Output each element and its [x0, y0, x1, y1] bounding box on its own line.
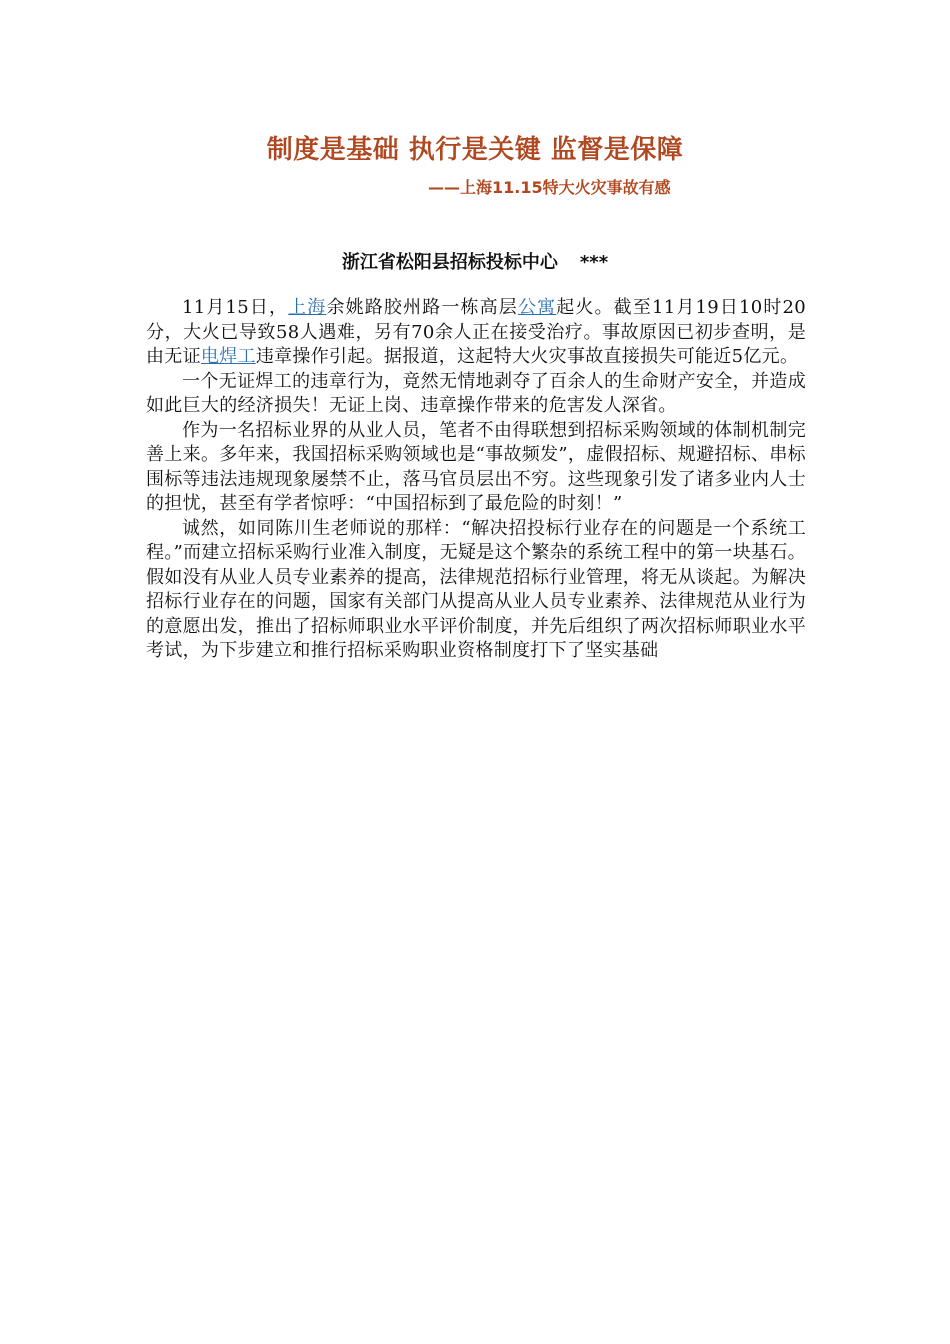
paragraph-4: 诚然，如同陈川生老师说的那样：“解决招投标行业存在的问题是一个系统工程。”而建立招标采购行业准入制度，无疑是这个繁杂的系统工程中的第一块基石。假如没有从业人员专业素养的提高，法律规范招标行业管理，将无从谈起。为解决招标行业存在的问题，国家有关部门从提高从业人员专业素养、法律规范从业行为的意愿出发，推出了招标师职业水平评价制度，并先后组织了两次招标师职业水平考试，为下步建立和推行招标采购职业资格制度打下了坚实基础 — [146, 517, 806, 661]
paragraph-1-text-d: 违章操作引起。据报道，这起特大火灾事故直接损失可能近5亿元。 — [255, 346, 799, 367]
link-apartment[interactable]: 公寓 — [517, 297, 557, 318]
paragraph-1 — [146, 296, 806, 370]
paragraph-1-text-b: 余姚路胶州路一栋高层 — [326, 297, 518, 318]
author-line — [0, 250, 950, 276]
link-shanghai[interactable]: 上海 — [288, 297, 327, 318]
paragraph-1-text-c: 起火。截至11月19日10时20分，大火已导致58人遇难，另有70余人正在接受治疗。事故原因已初步查明，是由无证 — [146, 297, 806, 367]
paragraph-1-text-a: 11月15日， — [182, 297, 289, 318]
author-name-masked: *** — [579, 252, 609, 273]
document-subtitle: ——上海11.15特大火灾事故有感 — [428, 178, 671, 197]
link-welder[interactable]: 电焊工 — [200, 346, 256, 367]
paragraph-2: 一个无证焊工的违章行为，竟然无情地剥夺了百余人的生命财产安全，并造成如此巨大的经济损失！无证上岗、违章操作带来的危害发人深省。 — [146, 370, 806, 416]
paragraph-3: 作为一名招标业界的从业人员，笔者不由得联想到招标采购领域的体制机制完善上来。多年来，我国招标采购领域也是“事故频发”，虚假招标、规避招标、串标围标等违法违规现象屡禁不止，落马官员层出不穷。这些现象引发了诸多业内人士的担忧，甚至有学者惊呼：“中国招标到了最危险的时刻！” — [146, 419, 806, 514]
document-title: 制度是基础 执行是关键 监督是保障 — [266, 135, 684, 165]
author-organization: 浙江省松阳县招标投标中心 — [341, 252, 558, 273]
article-body — [146, 296, 806, 664]
